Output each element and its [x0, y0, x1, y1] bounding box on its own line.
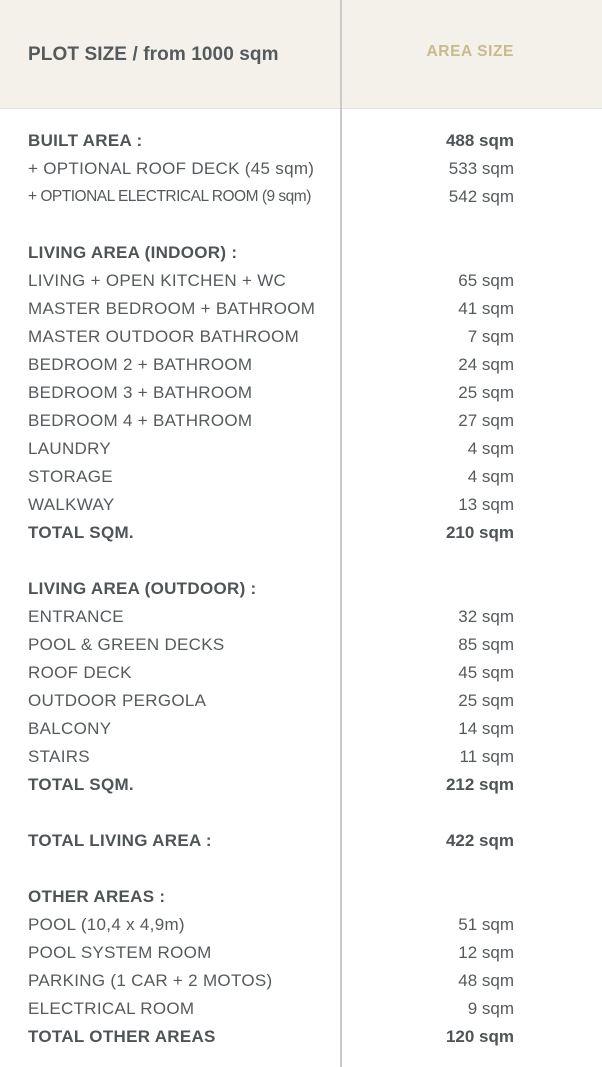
table-row-heading	[0, 771, 602, 799]
area-label: POOL & GREEN DECKS	[28, 635, 225, 654]
area-value: 9 sqm	[467, 999, 514, 1018]
section-spacer	[0, 799, 602, 827]
area-label: LIVING AREA (INDOOR) :	[28, 243, 238, 262]
table-row	[0, 631, 602, 659]
area-value: 41 sqm	[458, 299, 514, 318]
area-label: BEDROOM 2 + BATHROOM	[28, 355, 253, 374]
area-value: 24 sqm	[458, 355, 514, 374]
area-label: BEDROOM 4 + BATHROOM	[28, 411, 253, 430]
table-row	[0, 687, 602, 715]
area-label: TOTAL SQM.	[28, 775, 134, 794]
area-label: POOL SYSTEM ROOM	[28, 943, 212, 962]
table-row	[0, 407, 602, 435]
area-label: BUILT AREA :	[28, 131, 143, 150]
area-label: OUTDOOR PERGOLA	[28, 691, 207, 710]
table-row	[0, 155, 602, 183]
table-row	[0, 463, 602, 491]
area-value: 212 sqm	[445, 775, 514, 794]
area-label: STAIRS	[28, 747, 90, 766]
plot-size-title: PLOT SIZE / from 1000 sqm	[28, 44, 279, 65]
area-label: LIVING + OPEN KITCHEN + WC	[28, 271, 287, 290]
section-spacer	[0, 855, 602, 883]
table-row	[0, 911, 602, 939]
table-row	[0, 351, 602, 379]
area-value: 120 sqm	[445, 1027, 514, 1046]
area-label: TOTAL SQM.	[28, 523, 134, 542]
table-row	[0, 267, 602, 295]
area-value: 65 sqm	[458, 271, 514, 290]
area-label: TOTAL LIVING AREA :	[28, 831, 212, 850]
table-row-heading	[0, 127, 602, 155]
area-value: 25 sqm	[458, 691, 514, 710]
table-row-heading	[0, 1023, 602, 1051]
table-row	[0, 603, 602, 631]
area-value: 48 sqm	[458, 971, 514, 990]
area-label: LAUNDRY	[28, 439, 112, 458]
table-header	[0, 0, 602, 109]
area-table-body	[0, 127, 602, 1051]
table-row	[0, 379, 602, 407]
area-label: LIVING AREA (OUTDOOR) :	[28, 579, 257, 598]
area-value: 7 sqm	[467, 327, 514, 346]
area-value: 422 sqm	[445, 831, 514, 850]
area-label: + OPTIONAL ROOF DECK (45 sqm)	[28, 159, 315, 178]
table-row	[0, 939, 602, 967]
area-label: MASTER OUTDOOR BATHROOM	[28, 327, 300, 346]
area-label: ENTRANCE	[28, 607, 124, 626]
area-value: 4 sqm	[467, 439, 514, 458]
table-row	[0, 491, 602, 519]
table-row	[0, 743, 602, 771]
table-row-heading	[0, 827, 602, 855]
table-row-heading	[0, 883, 602, 911]
area-value: 12 sqm	[458, 943, 514, 962]
table-row	[0, 323, 602, 351]
area-value: 542 sqm	[448, 187, 514, 206]
area-value: 11 sqm	[459, 747, 514, 766]
area-label: POOL (10,4 x 4,9m)	[28, 915, 185, 934]
area-label: PARKING (1 CAR + 2 MOTOS)	[28, 971, 273, 990]
area-value: 13 sqm	[458, 495, 514, 514]
area-value: 51 sqm	[458, 915, 514, 934]
table-row-heading	[0, 519, 602, 547]
area-label: ROOF DECK	[28, 663, 132, 682]
area-value: 488 sqm	[445, 131, 514, 150]
area-label: STORAGE	[28, 467, 113, 486]
area-label: TOTAL OTHER AREAS	[28, 1027, 216, 1046]
area-size-column-title: AREA SIZE	[426, 43, 514, 60]
table-row	[0, 995, 602, 1023]
table-row	[0, 659, 602, 687]
area-value: 32 sqm	[458, 607, 514, 626]
area-value: 210 sqm	[445, 523, 514, 542]
area-label: OTHER AREAS :	[28, 887, 166, 906]
table-row-heading	[0, 239, 602, 267]
table-row	[0, 295, 602, 323]
table-row	[0, 435, 602, 463]
area-value: 533 sqm	[448, 159, 514, 178]
area-label: WALKWAY	[28, 495, 115, 514]
table-row	[0, 183, 602, 211]
table-row	[0, 967, 602, 995]
area-label: BEDROOM 3 + BATHROOM	[28, 383, 253, 402]
area-label: MASTER BEDROOM + BATHROOM	[28, 299, 316, 318]
area-value: 4 sqm	[467, 467, 514, 486]
area-label: BALCONY	[28, 719, 112, 738]
table-row-heading	[0, 575, 602, 603]
area-value: 45 sqm	[458, 663, 514, 682]
area-value: 14 sqm	[458, 719, 514, 738]
area-value: 27 sqm	[458, 411, 514, 430]
table-row	[0, 715, 602, 743]
section-spacer	[0, 547, 602, 575]
area-value: 85 sqm	[458, 635, 514, 654]
area-value: 25 sqm	[458, 383, 514, 402]
section-spacer	[0, 211, 602, 239]
area-label: + OPTIONAL ELECTRICAL ROOM (9 sqm)	[28, 188, 311, 205]
area-label: ELECTRICAL ROOM	[28, 999, 195, 1018]
